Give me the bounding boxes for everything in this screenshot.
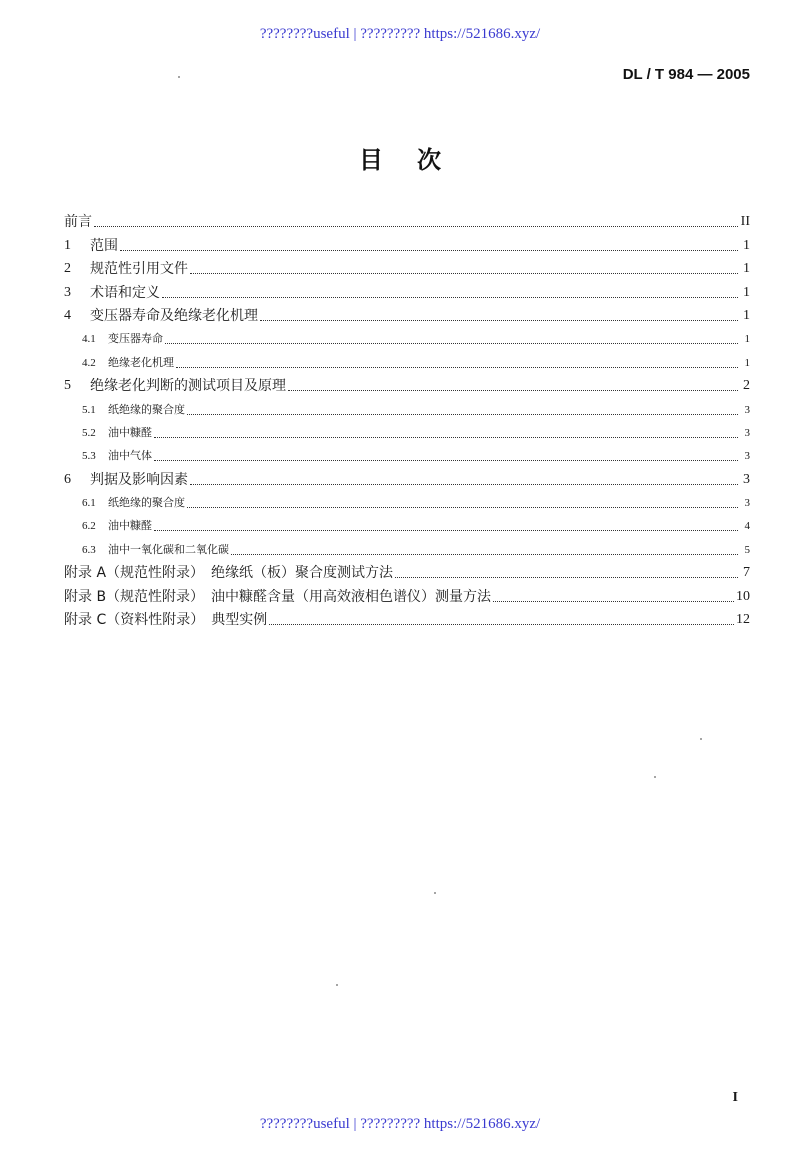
- toc-entry-page: 1: [743, 307, 750, 323]
- toc-entry: [64, 231, 750, 254]
- toc-entry: [64, 325, 750, 348]
- dot-leader: [94, 226, 738, 227]
- dot-leader: [493, 601, 734, 602]
- toc-entry-label: 附录 C（资料性附录） 典型实例: [64, 612, 268, 629]
- toc-entry: [64, 606, 750, 629]
- dot-leader: [154, 460, 738, 461]
- scan-speck: [178, 76, 180, 78]
- toc-entry-page: 1: [744, 333, 750, 346]
- dot-leader: [190, 273, 738, 274]
- toc-entry-number: 5: [64, 378, 71, 394]
- toc-entry-number: 6: [64, 471, 71, 487]
- standard-code: DL / T 984 — 2005: [622, 66, 750, 83]
- dot-leader: [120, 250, 738, 251]
- toc-entry-label: 纸绝缘的聚合度: [108, 402, 185, 416]
- toc-entry: [64, 348, 750, 371]
- table-of-contents: [64, 208, 750, 629]
- toc-entry-label: 规范性引用文件: [90, 261, 188, 278]
- toc-entry-number: 6.1: [82, 497, 96, 510]
- toc-entry-label: 纸绝缘的聚合度: [108, 496, 185, 510]
- toc-entry: [64, 255, 750, 278]
- toc-entry-number: 5.3: [82, 450, 96, 463]
- toc-entry: [64, 559, 750, 582]
- toc-entry-number: 6.2: [82, 520, 96, 533]
- toc-entry: [64, 535, 750, 558]
- toc-entry-label: 范围: [90, 237, 118, 254]
- watermark-bottom: ????????useful | ????????? https://521686.xyz/: [259, 1116, 541, 1132]
- toc-entry-number: 5.1: [82, 403, 96, 416]
- toc-entry-page: 12: [736, 612, 750, 628]
- toc-entry-number: 1: [64, 237, 71, 253]
- toc-entry-page: 3: [743, 471, 750, 487]
- scan-speck: [700, 738, 702, 740]
- toc-entry: [64, 582, 750, 605]
- toc-entry-page: 2: [743, 378, 750, 394]
- watermark-top: ????????useful | ????????? https://521686.xyz/: [259, 26, 541, 42]
- toc-entry: [64, 395, 750, 418]
- toc-entry: [64, 372, 750, 395]
- toc-entry-number: 4: [64, 307, 71, 323]
- dot-leader: [187, 507, 738, 508]
- toc-entry-label: 附录 B（规范性附录） 油中糠醛含量（用高效液相色谱仪）测量方法: [64, 588, 492, 605]
- toc-entry-page: 10: [736, 588, 750, 604]
- toc-entry-page: 4: [744, 520, 750, 533]
- dot-leader: [231, 554, 738, 555]
- toc-entry-number: 4.2: [82, 356, 96, 369]
- toc-entry: [64, 442, 750, 465]
- toc-entry-label: 判据及影响因素: [90, 471, 188, 488]
- toc-entry: [64, 419, 750, 442]
- dot-leader: [165, 343, 738, 344]
- scan-speck: [336, 984, 338, 986]
- toc-entry-page: 7: [743, 565, 750, 581]
- toc-entry-label: 绝缘老化机理: [108, 355, 174, 369]
- toc-entry-label: 绝缘老化判断的测试项目及原理: [90, 378, 286, 395]
- toc-entry-page: 1: [743, 261, 750, 277]
- dot-leader: [269, 624, 734, 625]
- toc-entry-number: 4.1: [82, 333, 96, 346]
- toc-entry-number: 2: [64, 261, 71, 277]
- dot-leader: [260, 320, 738, 321]
- toc-entry-page: 3: [744, 497, 750, 510]
- dot-leader: [190, 484, 738, 485]
- dot-leader: [395, 577, 738, 578]
- toc-entry: [64, 302, 750, 325]
- toc-entry-number: 3: [64, 284, 71, 300]
- toc-entry-label: 附录 A（规范性附录） 绝缘纸（板）聚合度测试方法: [64, 565, 394, 582]
- toc-entry-label: 变压器寿命及绝缘老化机理: [90, 307, 258, 324]
- toc-entry: [64, 278, 750, 301]
- toc-entry-label: 油中一氧化碳和二氧化碳: [108, 542, 229, 556]
- dot-leader: [154, 437, 738, 438]
- toc-entry-label: 前言: [64, 214, 92, 231]
- page-number: I: [732, 1090, 738, 1105]
- toc-entry: [64, 489, 750, 512]
- toc-entry: [64, 512, 750, 535]
- dot-leader: [162, 297, 738, 298]
- toc-entry-label: 术语和定义: [90, 284, 160, 301]
- page-title: 目次: [359, 146, 475, 174]
- toc-entry-label: 变压器寿命: [108, 332, 163, 346]
- toc-entry-page: 1: [744, 356, 750, 369]
- toc-entry-page: 3: [744, 450, 750, 463]
- toc-entry-page: 5: [744, 543, 750, 556]
- scan-speck: [434, 892, 436, 894]
- scan-speck: [654, 776, 656, 778]
- toc-entry-label: 油中糠醛: [108, 425, 152, 439]
- toc-entry-page: 1: [743, 237, 750, 253]
- dot-leader: [154, 530, 738, 531]
- toc-entry-page: 1: [743, 284, 750, 300]
- dot-leader: [288, 390, 738, 391]
- toc-entry-page: II: [740, 214, 750, 230]
- toc-entry-number: 6.3: [82, 543, 96, 556]
- toc-entry-page: 3: [744, 403, 750, 416]
- dot-leader: [176, 367, 738, 368]
- dot-leader: [187, 414, 738, 415]
- toc-entry: [64, 208, 750, 231]
- toc-entry-label: 油中气体: [108, 449, 152, 463]
- toc-entry: [64, 465, 750, 488]
- toc-entry-label: 油中糠醛: [108, 519, 152, 533]
- toc-entry-page: 3: [744, 426, 750, 439]
- toc-entry-number: 5.2: [82, 426, 96, 439]
